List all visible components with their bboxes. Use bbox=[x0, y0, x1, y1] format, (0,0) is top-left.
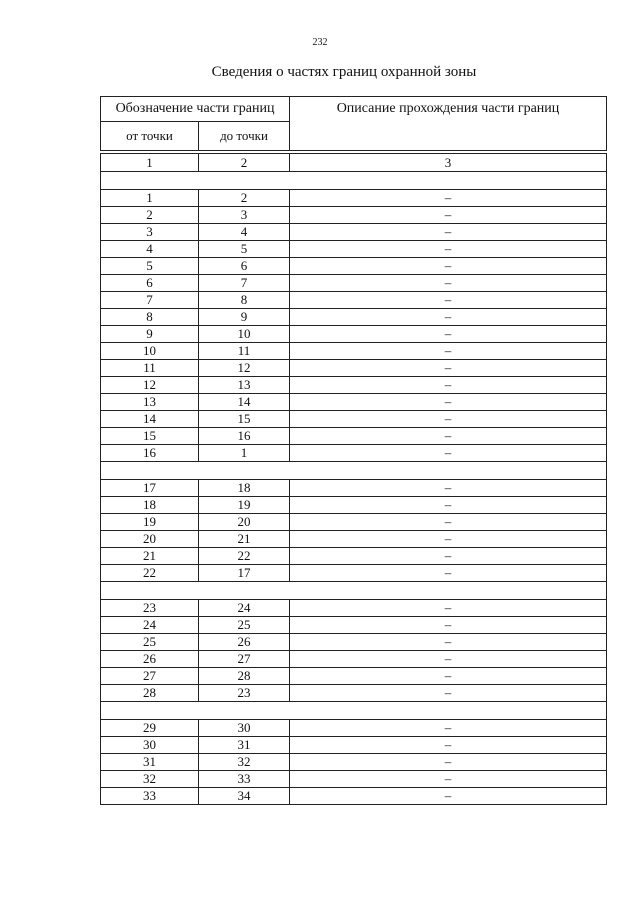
to-point-cell: 22 bbox=[199, 548, 290, 565]
from-point-cell: 17 bbox=[101, 480, 199, 497]
section-separator bbox=[101, 172, 607, 190]
column-number: 2 bbox=[199, 154, 290, 172]
table-row bbox=[101, 771, 607, 788]
table-row bbox=[101, 497, 607, 514]
description-cell: – bbox=[290, 668, 607, 685]
to-point-cell: 5 bbox=[199, 241, 290, 258]
section-separator bbox=[101, 462, 607, 480]
to-point-cell: 28 bbox=[199, 668, 290, 685]
to-point-cell: 4 bbox=[199, 224, 290, 241]
from-point-cell: 9 bbox=[101, 326, 199, 343]
from-point-cell: 29 bbox=[101, 720, 199, 737]
header-to-point: до точки bbox=[199, 122, 290, 151]
table-row bbox=[101, 292, 607, 309]
to-point-cell: 19 bbox=[199, 497, 290, 514]
description-cell: – bbox=[290, 360, 607, 377]
to-point-cell: 30 bbox=[199, 720, 290, 737]
description-cell: – bbox=[290, 343, 607, 360]
to-point-cell: 15 bbox=[199, 411, 290, 428]
table-row bbox=[101, 224, 607, 241]
from-point-cell: 8 bbox=[101, 309, 199, 326]
document-title: Сведения о частях границ охранной зоны bbox=[211, 64, 477, 80]
column-number: 1 bbox=[101, 154, 199, 172]
description-cell: – bbox=[290, 275, 607, 292]
column-number: 3 bbox=[290, 154, 607, 172]
table-row bbox=[101, 207, 607, 224]
table-row bbox=[101, 241, 607, 258]
table-row bbox=[101, 788, 607, 805]
table-row bbox=[101, 343, 607, 360]
to-point-cell: 10 bbox=[199, 326, 290, 343]
description-cell: – bbox=[290, 224, 607, 241]
from-point-cell: 14 bbox=[101, 411, 199, 428]
description-cell: – bbox=[290, 788, 607, 805]
table-row bbox=[101, 360, 607, 377]
table-row bbox=[101, 411, 607, 428]
table-body bbox=[101, 151, 607, 805]
from-point-cell: 21 bbox=[101, 548, 199, 565]
to-point-cell: 23 bbox=[199, 685, 290, 702]
to-point-cell: 2 bbox=[199, 190, 290, 207]
description-cell: – bbox=[290, 241, 607, 258]
section-separator-cell bbox=[101, 582, 607, 600]
to-point-cell: 34 bbox=[199, 788, 290, 805]
to-point-cell: 31 bbox=[199, 737, 290, 754]
description-cell: – bbox=[290, 190, 607, 207]
description-cell: – bbox=[290, 685, 607, 702]
description-cell: – bbox=[290, 634, 607, 651]
from-point-cell: 12 bbox=[101, 377, 199, 394]
to-point-cell: 32 bbox=[199, 754, 290, 771]
from-point-cell: 13 bbox=[101, 394, 199, 411]
table-row bbox=[101, 394, 607, 411]
description-cell: – bbox=[290, 309, 607, 326]
table-row bbox=[101, 754, 607, 771]
table-row bbox=[101, 548, 607, 565]
from-point-cell: 20 bbox=[101, 531, 199, 548]
description-cell: – bbox=[290, 480, 607, 497]
to-point-cell: 13 bbox=[199, 377, 290, 394]
table-row bbox=[101, 428, 607, 445]
section-separator bbox=[101, 582, 607, 600]
description-cell: – bbox=[290, 565, 607, 582]
table-row bbox=[101, 668, 607, 685]
from-point-cell: 28 bbox=[101, 685, 199, 702]
to-point-cell: 14 bbox=[199, 394, 290, 411]
to-point-cell: 21 bbox=[199, 531, 290, 548]
column-number-row bbox=[101, 154, 607, 172]
page-number: 232 bbox=[312, 37, 328, 48]
to-point-cell: 7 bbox=[199, 275, 290, 292]
to-point-cell: 8 bbox=[199, 292, 290, 309]
description-cell: – bbox=[290, 445, 607, 462]
table-row bbox=[101, 445, 607, 462]
from-point-cell: 30 bbox=[101, 737, 199, 754]
description-cell: – bbox=[290, 754, 607, 771]
description-cell: – bbox=[290, 207, 607, 224]
to-point-cell: 11 bbox=[199, 343, 290, 360]
table-row bbox=[101, 617, 607, 634]
description-cell: – bbox=[290, 394, 607, 411]
from-point-cell: 4 bbox=[101, 241, 199, 258]
from-point-cell: 6 bbox=[101, 275, 199, 292]
to-point-cell: 20 bbox=[199, 514, 290, 531]
description-cell: – bbox=[290, 497, 607, 514]
header-description: Описание прохождения части границ bbox=[290, 97, 607, 151]
from-point-cell: 16 bbox=[101, 445, 199, 462]
table-row bbox=[101, 480, 607, 497]
to-point-cell: 9 bbox=[199, 309, 290, 326]
to-point-cell: 27 bbox=[199, 651, 290, 668]
table-row bbox=[101, 190, 607, 207]
description-cell: – bbox=[290, 377, 607, 394]
description-cell: – bbox=[290, 411, 607, 428]
from-point-cell: 33 bbox=[101, 788, 199, 805]
description-cell: – bbox=[290, 531, 607, 548]
to-point-cell: 17 bbox=[199, 565, 290, 582]
to-point-cell: 24 bbox=[199, 600, 290, 617]
table-row bbox=[101, 685, 607, 702]
from-point-cell: 24 bbox=[101, 617, 199, 634]
to-point-cell: 33 bbox=[199, 771, 290, 788]
to-point-cell: 26 bbox=[199, 634, 290, 651]
description-cell: – bbox=[290, 651, 607, 668]
description-cell: – bbox=[290, 258, 607, 275]
table-row bbox=[101, 531, 607, 548]
from-point-cell: 31 bbox=[101, 754, 199, 771]
section-separator-cell bbox=[101, 702, 607, 720]
section-separator bbox=[101, 702, 607, 720]
from-point-cell: 18 bbox=[101, 497, 199, 514]
description-cell: – bbox=[290, 771, 607, 788]
from-point-cell: 19 bbox=[101, 514, 199, 531]
description-cell: – bbox=[290, 514, 607, 531]
description-cell: – bbox=[290, 548, 607, 565]
from-point-cell: 27 bbox=[101, 668, 199, 685]
table-row bbox=[101, 651, 607, 668]
description-cell: – bbox=[290, 720, 607, 737]
table-row bbox=[101, 720, 607, 737]
header-boundary-designation: Обозначение части границ bbox=[101, 97, 290, 122]
from-point-cell: 32 bbox=[101, 771, 199, 788]
description-cell: – bbox=[290, 617, 607, 634]
from-point-cell: 10 bbox=[101, 343, 199, 360]
to-point-cell: 3 bbox=[199, 207, 290, 224]
from-point-cell: 7 bbox=[101, 292, 199, 309]
section-separator-cell bbox=[101, 172, 607, 190]
from-point-cell: 25 bbox=[101, 634, 199, 651]
table-row bbox=[101, 275, 607, 292]
table-row bbox=[101, 309, 607, 326]
description-cell: – bbox=[290, 292, 607, 309]
table-row bbox=[101, 514, 607, 531]
description-cell: – bbox=[290, 737, 607, 754]
description-cell: – bbox=[290, 600, 607, 617]
table-row bbox=[101, 377, 607, 394]
to-point-cell: 16 bbox=[199, 428, 290, 445]
section-separator-cell bbox=[101, 462, 607, 480]
table-row bbox=[101, 737, 607, 754]
from-point-cell: 11 bbox=[101, 360, 199, 377]
from-point-cell: 23 bbox=[101, 600, 199, 617]
table-row bbox=[101, 600, 607, 617]
header-from-point: от точки bbox=[101, 122, 199, 151]
to-point-cell: 18 bbox=[199, 480, 290, 497]
from-point-cell: 22 bbox=[101, 565, 199, 582]
from-point-cell: 3 bbox=[101, 224, 199, 241]
table-row bbox=[101, 326, 607, 343]
from-point-cell: 1 bbox=[101, 190, 199, 207]
from-point-cell: 26 bbox=[101, 651, 199, 668]
to-point-cell: 12 bbox=[199, 360, 290, 377]
from-point-cell: 2 bbox=[101, 207, 199, 224]
description-cell: – bbox=[290, 428, 607, 445]
to-point-cell: 6 bbox=[199, 258, 290, 275]
to-point-cell: 25 bbox=[199, 617, 290, 634]
to-point-cell: 1 bbox=[199, 445, 290, 462]
table-row bbox=[101, 565, 607, 582]
from-point-cell: 5 bbox=[101, 258, 199, 275]
boundary-table bbox=[100, 96, 607, 805]
table-row bbox=[101, 634, 607, 651]
description-cell: – bbox=[290, 326, 607, 343]
table-row bbox=[101, 258, 607, 275]
from-point-cell: 15 bbox=[101, 428, 199, 445]
